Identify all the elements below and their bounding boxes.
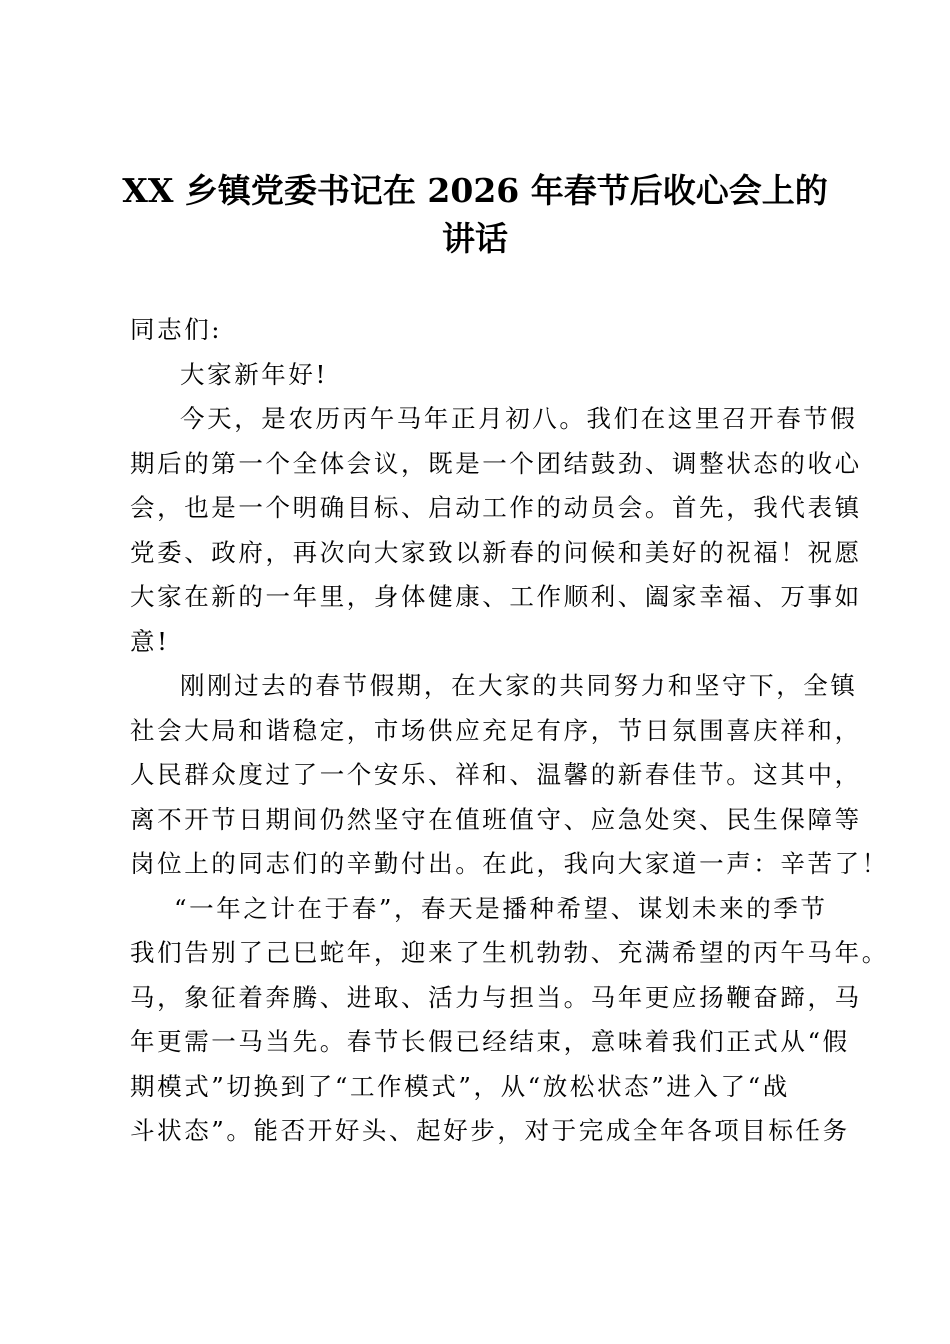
paragraph-1-line: 大家在新的一年里，身体健康、工作顺利、阖家幸福、万事如 <box>130 582 862 611</box>
paragraph-3-line: 年更需一马当先。春节长假已经结束，意味着我们正式从“假 <box>130 1027 850 1056</box>
paragraph-3-line: 马，象征着奔腾、进取、活力与担当。马年更应扬鞭奋蹄，马 <box>130 982 862 1012</box>
document-title <box>100 167 850 263</box>
paragraph-3-line: 期模式”切换到了“工作模式”，从“放松状态”进入了“战 <box>130 1071 790 1101</box>
document-body <box>130 308 889 1154</box>
paragraph-3 <box>130 887 889 1154</box>
paragraph-1-line: 党委、政府，再次向大家致以新春的问候和美好的祝福！祝愿 <box>130 537 862 567</box>
paragraph-3-line: “一年之计在于春”，春天是播种希望、谋划未来的季节 <box>174 893 828 923</box>
paragraph-2-line: 社会大局和谐稳定，市场供应充足有序，节日氛围喜庆祥和， <box>130 715 862 745</box>
paragraph-1-line: 会，也是一个明确目标、启动工作的动员会。首先，我代表镇 <box>130 493 862 522</box>
paragraph-3-line: 斗状态”。能否开好头、起好步，对于完成全年各项目标任务 <box>130 1116 850 1145</box>
salutation: 同志们: <box>130 315 223 344</box>
greeting: 大家新年好! <box>180 359 328 389</box>
paragraph-1-line: 今天，是农历丙午马年正月初八。我们在这里召开春节假 <box>180 404 858 433</box>
paragraph-3-line: 我们告别了己巳蛇年，迎来了生机勃勃、充满希望的丙午马年。 <box>130 938 889 967</box>
paragraph-2-line: 刚刚过去的春节假期，在大家的共同努力和坚守下，全镇 <box>180 671 858 700</box>
paragraph-2-line: 离不开节日期间仍然坚守在值班值守、应急处突、民生保障等 <box>130 804 862 834</box>
paragraph-1 <box>130 397 862 664</box>
paragraph-2-line: 岗位上的同志们的辛勤付出。在此，我向大家道一声：辛苦了！ <box>130 849 889 878</box>
paragraph-1-line: 期后的第一个全体会议，既是一个团结鼓劲、调整状态的收心 <box>130 448 862 478</box>
paragraph-2-line: 人民群众度过了一个安乐、祥和、温馨的新春佳节。这其中， <box>130 760 862 789</box>
title-line-1: XX 乡镇党委书记在 2026 年春节后收心会上的 <box>122 171 828 210</box>
paragraph-2 <box>130 664 889 887</box>
title-line-2: 讲话 <box>442 219 508 258</box>
paragraph-1-line: 意! <box>130 626 170 656</box>
